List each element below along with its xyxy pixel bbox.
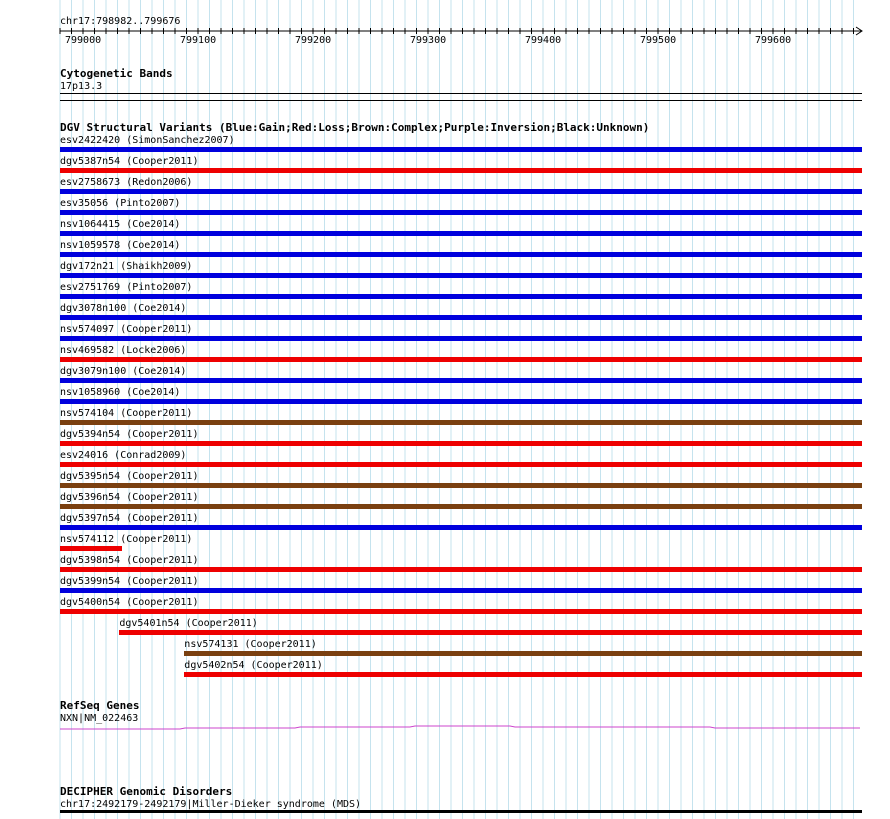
variant-label[interactable]: dgv5400n54 (Cooper2011) [60, 597, 199, 608]
variant-bar-loss[interactable] [60, 441, 862, 446]
variant-label[interactable]: dgv3078n100 (Coe2014) [60, 303, 187, 314]
variant-bar-complex[interactable] [60, 483, 862, 488]
ruler-tick-label: 799200 [295, 35, 332, 46]
variant-label[interactable]: esv2422420 (SimonSanchez2007) [60, 135, 235, 146]
variant-label[interactable]: nsv1058960 (Coe2014) [60, 387, 181, 398]
variant-bar-complex[interactable] [60, 504, 862, 509]
variant-label[interactable]: esv2751769 (Pinto2007) [60, 282, 193, 293]
refseq-gene-line [0, 718, 890, 734]
ruler-tick-label: 799400 [525, 35, 562, 46]
variant-label[interactable]: nsv1059578 (Coe2014) [60, 240, 181, 251]
variant-label[interactable]: nsv574112 (Cooper2011) [60, 534, 193, 545]
variant-label[interactable]: esv2758673 (Redon2006) [60, 177, 193, 188]
variant-bar-loss[interactable] [60, 168, 862, 173]
variant-label[interactable]: dgv172n21 (Shaikh2009) [60, 261, 193, 272]
variant-label[interactable]: dgv5402n54 (Cooper2011) [184, 660, 323, 671]
decipher-track-title: DECIPHER Genomic Disorders [60, 785, 233, 798]
decipher-bar [60, 810, 862, 813]
variant-label[interactable]: nsv1064415 (Coe2014) [60, 219, 181, 230]
cytoband-track-title: Cytogenetic Bands [60, 67, 173, 80]
variant-label[interactable]: dgv5401n54 (Cooper2011) [119, 618, 258, 629]
variant-label[interactable]: dgv5387n54 (Cooper2011) [60, 156, 199, 167]
variant-bar-loss[interactable] [60, 609, 862, 614]
variant-bar-gain[interactable] [60, 189, 862, 194]
variant-bar-gain[interactable] [60, 378, 862, 383]
variant-bar-loss[interactable] [60, 546, 122, 551]
variant-bar-gain[interactable] [60, 273, 862, 278]
variant-bar-loss[interactable] [119, 630, 862, 635]
variant-label[interactable]: dgv5395n54 (Cooper2011) [60, 471, 199, 482]
ruler-tick-label: 799300 [410, 35, 447, 46]
variant-label[interactable]: dgv5397n54 (Cooper2011) [60, 513, 199, 524]
cytoband-line-bottom [60, 100, 862, 101]
variant-label[interactable]: dgv5396n54 (Cooper2011) [60, 492, 199, 503]
ruler-tick-label: 799600 [755, 35, 792, 46]
variant-bar-loss[interactable] [60, 567, 862, 572]
ruler-title: chr17:798982..799676 [60, 16, 181, 27]
variant-bar-loss[interactable] [60, 462, 862, 467]
variant-bar-gain[interactable] [60, 399, 862, 404]
variant-bar-gain[interactable] [60, 147, 862, 152]
variant-bar-complex[interactable] [184, 651, 862, 656]
variant-bar-gain[interactable] [60, 525, 862, 530]
variant-bar-complex[interactable] [60, 420, 862, 425]
variant-label[interactable]: nsv574097 (Cooper2011) [60, 324, 193, 335]
ruler-tick-label: 799000 [65, 35, 102, 46]
variant-bar-loss[interactable] [60, 357, 862, 362]
variant-bar-gain[interactable] [60, 336, 862, 341]
decipher-entry-label: chr17:2492179-2492179|Miller-Dieker syndrome (MDS) [60, 799, 362, 810]
refseq-track-title: RefSeq Genes [60, 699, 140, 712]
variant-label[interactable]: dgv5399n54 (Cooper2011) [60, 576, 199, 587]
variant-label[interactable]: nsv574104 (Cooper2011) [60, 408, 193, 419]
variant-bar-gain[interactable] [60, 210, 862, 215]
variant-label[interactable]: dgv5394n54 (Cooper2011) [60, 429, 199, 440]
variant-label[interactable]: nsv574131 (Cooper2011) [184, 639, 317, 650]
variant-bar-gain[interactable] [60, 315, 862, 320]
variant-label[interactable]: esv35056 (Pinto2007) [60, 198, 181, 209]
variant-label[interactable]: nsv469582 (Locke2006) [60, 345, 187, 356]
variant-bar-loss[interactable] [184, 672, 862, 677]
variant-bar-gain[interactable] [60, 294, 862, 299]
ruler-tick-label: 799100 [180, 35, 217, 46]
dgv-track-title: DGV Structural Variants (Blue:Gain;Red:Loss;Brown:Complex;Purple:Inversion;Black:Unknown) [60, 121, 650, 134]
variant-label[interactable]: dgv3079n100 (Coe2014) [60, 366, 187, 377]
variant-bar-gain[interactable] [60, 252, 862, 257]
cytoband-label: 17p13.3 [60, 81, 103, 92]
cytoband-line-top [60, 93, 862, 94]
variant-label[interactable]: dgv5398n54 (Cooper2011) [60, 555, 199, 566]
ruler-tick-label: 799500 [640, 35, 677, 46]
variant-bar-gain[interactable] [60, 231, 862, 236]
refseq-gene-label: NXN|NM_022463 [60, 713, 139, 724]
variant-bar-gain[interactable] [60, 588, 862, 593]
variant-label[interactable]: esv24016 (Conrad2009) [60, 450, 187, 461]
